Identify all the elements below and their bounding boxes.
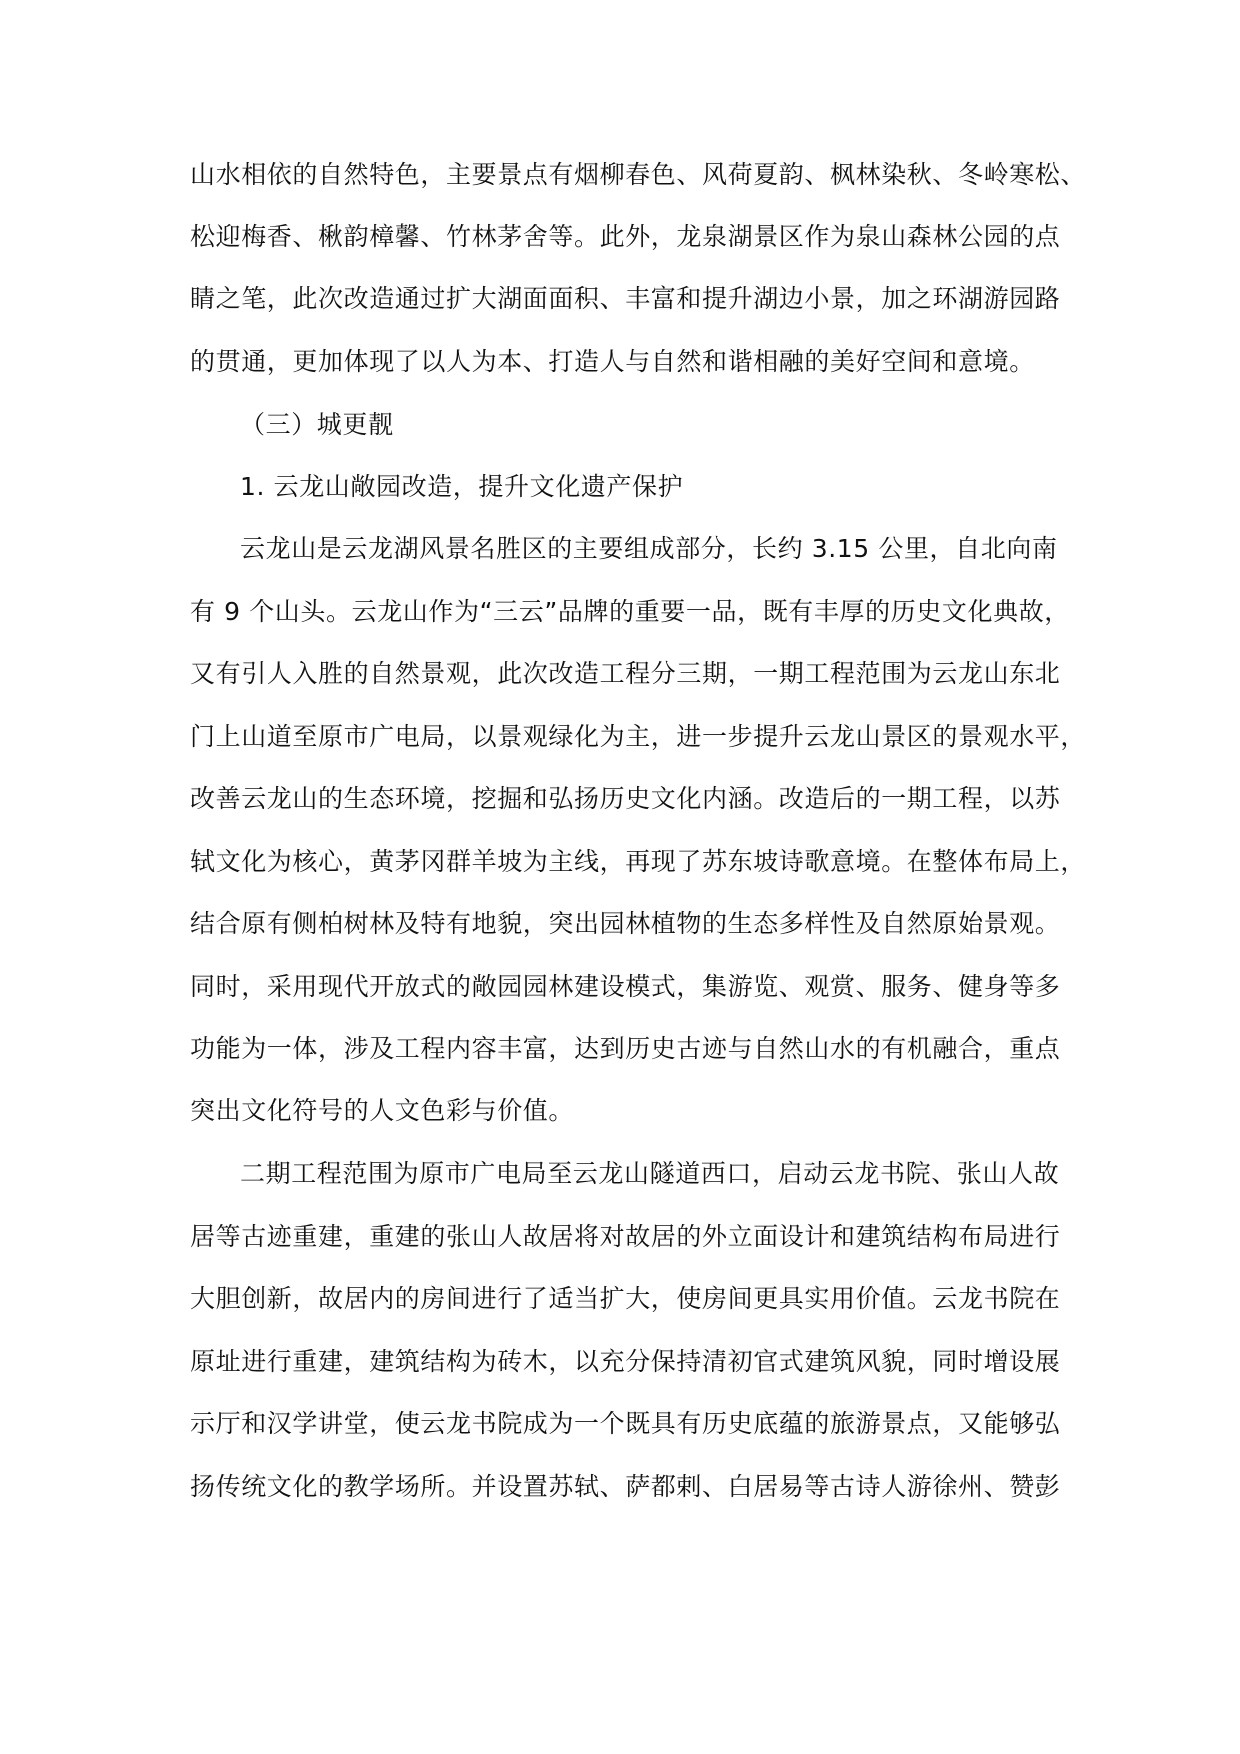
text-line: 云龙山是云龙湖风景名胜区的主要组成部分，长约 3.15 公里，自北向南 bbox=[240, 534, 1058, 563]
text-line: 原址进行重建，建筑结构为砖木，以充分保持清初官式建筑风貌，同时增设展 bbox=[190, 1347, 1061, 1376]
text-line: 睛之笔，此次改造通过扩大湖面面积、丰富和提升湖边小景，加之环湖游园路 bbox=[190, 284, 1061, 313]
text-line: 同时，采用现代开放式的敞园园林建设模式，集游览、观赏、服务、健身等多 bbox=[190, 972, 1061, 1001]
subsection-heading: 1. 云龙山敞园改造，提升文化遗产保护 bbox=[240, 472, 684, 501]
text-line: 扬传统文化的教学场所。并设置苏轼、萨都剌、白居易等古诗人游徐州、赞彭 bbox=[190, 1472, 1061, 1501]
text-line: 轼文化为核心，黄茅冈群羊坡为主线，再现了苏东坡诗歌意境。在整体布局上， bbox=[190, 847, 1087, 876]
text-line: 结合原有侧柏树林及特有地貌，突出园林植物的生态多样性及自然原始景观。 bbox=[190, 909, 1061, 938]
text-line: 突出文化符号的人文色彩与价值。 bbox=[190, 1096, 575, 1125]
text-line: 山水相依的自然特色，主要景点有烟柳春色、风荷夏韵、枫林染秋、冬岭寒松、 bbox=[190, 160, 1087, 189]
text-line: 功能为一体，涉及工程内容丰富，达到历史古迹与自然山水的有机融合，重点 bbox=[190, 1034, 1061, 1063]
text-line: 改善云龙山的生态环境，挖掘和弘扬历史文化内涵。改造后的一期工程，以苏 bbox=[190, 784, 1061, 813]
text-line: 又有引人入胜的自然景观，此次改造工程分三期，一期工程范围为云龙山东北 bbox=[190, 659, 1061, 688]
text-line: 松迎梅香、楸韵樟馨、竹林茅舍等。此外，龙泉湖景区作为泉山森林公园的点 bbox=[190, 222, 1061, 251]
text-line: 大胆创新，故居内的房间进行了适当扩大，使房间更具实用价值。云龙书院在 bbox=[190, 1284, 1061, 1313]
text-line: 的贯通，更加体现了以人为本、打造人与自然和谐相融的美好空间和意境。 bbox=[190, 347, 1035, 376]
text-line: 二期工程范围为原市广电局至云龙山隧道西口，启动云龙书院、张山人故 bbox=[240, 1159, 1060, 1188]
text-line: 居等古迹重建，重建的张山人故居将对故居的外立面设计和建筑结构布局进行 bbox=[190, 1222, 1061, 1251]
section-heading: （三）城更靓 bbox=[240, 410, 394, 439]
text-line: 示厅和汉学讲堂，使云龙书院成为一个既具有历史底蕴的旅游景点，又能够弘 bbox=[190, 1409, 1061, 1438]
text-line: 门上山道至原市广电局，以景观绿化为主，进一步提升云龙山景区的景观水平， bbox=[190, 722, 1087, 751]
text-line: 有 9 个山头。云龙山作为“三云”品牌的重要一品，既有丰厚的历史文化典故， bbox=[190, 597, 1070, 626]
